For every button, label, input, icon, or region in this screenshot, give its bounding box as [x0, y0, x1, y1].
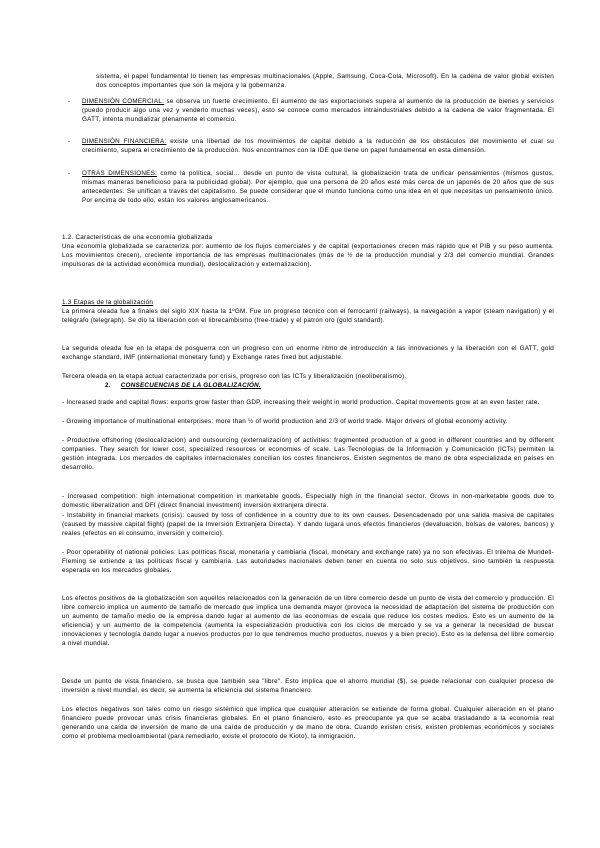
- consequence-item: - Instability in financial markets (crisis): caused by loss of confidence in a country due to its own causes. Desencadenado por una salida masiva de capitales (caused by massive capital flight) (papel de la Inversión Extranjera Directa). Y dando lugara unos efectos financieros (devaluación, bolsas de valores, bancos) y reales (efectos en el consumo, inversión y comercio).: [62, 512, 554, 537]
- bullet-title: DIMENSIÓN COMERCIAL:: [82, 98, 165, 105]
- bullet-title: OTRAS DIMENSIONES:: [82, 170, 158, 177]
- section-1-3-wave-2: La segunda oleada fue en la etapa de posguerra con un progreso con un enorme ritmo de introducción a las innovaciones y la liberación con el GATT, gold exchange standard, IMF (international monetary fund) y Exchange rates fixed but adjustable.: [62, 345, 554, 361]
- bullet-comercial: - DIMENSIÓN COMERCIAL: se observa un fuerte crecimiento. El aumento de las exportaciones supera al aumento de la producción de bienes y servicios (puedo producir algo una vez y venderlo muchas veces), esto se conoce como mercados intraindustriales debido a la cadena de valor fragmentada. El GATT, intenta mundializar plenamente el comercio.: [68, 98, 554, 123]
- consequence-item: - Growing importance of multinational enterprises: more than ½ of world production and 2/3 of world trade. Major drivers of global economy activity.: [62, 418, 508, 425]
- section-1-3-wave-1: La primera oleada fue a finales del siglo XIX hasta la 1ºGM. Fue un progreso técnico con el ferrocarril (railways), la navegación a vapor (steam navigation) y el telégrafo (telegraph). Se dio la liberación con el librecambismo (free-trade) y el patrón oro (gold standard).: [62, 308, 554, 324]
- section-2-heading: 2. CONSECUENCIAS DE LA GLOBALIZACIÓN.: [105, 382, 261, 389]
- section-1-3-title: 1.3 Etapas de la globalización: [62, 299, 154, 306]
- financial-paragraph: Desde un punto de vista financiero, se busca que también sea "libre". Esto implica que el ahorro mundial ($), se puede relacionar con cualquier proceso de inversión a nivel mundial, es decir, se aumenta la eficiencia del sistema financiero.: [62, 678, 554, 694]
- section-1-3-wave-3: Tercera oleada en la etapa actual caracterizada por crisis, progreso con las ICTs y liberalización (neoliberalismo).: [62, 373, 407, 380]
- bullet-financiera: - DIMENSIÓN FINANCIERA: existe una libertad de los movimientos de capital debido a la reducción de los obstáculos del movimiento el cual su crecimiento, supera el crecimiento de la producción. Nos encontramos con la IDE que tiene un papel fundamental en esta dimensión.: [68, 138, 554, 154]
- bullet-otras: - OTRAS DIMENSIONES: como la política, social… desde un punto de vista cultural, la globalización trata de unificar pensamientos (mismos gustos, mismas maneras beneficioso para la publicidad global). Por ejemplo, que una persona de 20 años esté más cerca de un japonés de 20 años que de sus antecedentes. Se unifican a través del capitalismo. Se puede considerar que el mundo funciona como una idea en el que necesitas un pensamiento único. Por encima de todo ello, están los valores anglosamericanos.: [68, 170, 554, 204]
- intro-continuation: sistema, el papel fundamental lo tienen las empresas multinacionales (Apple, Samsung, Coca-Cola, Microsoft). En la cadena de valor global existen dos conceptos importantes que son la mejora y la gobernanza.: [96, 73, 554, 89]
- positive-effects-paragraph: Los efectos positivos de la globalización son aquellos relacionados con la generación de un libre comercio desde un punto de vista del comercio y producción. El libre comercio implica un aumento de tamaño de mercado que implica una demanda mayor (provoca la necesidad de adaptación del sistema de producción con un aumento de tamaño medio de la empresa dando lugar al aumento de las economías de escala que reduce los costes medios. Esto es un aumento de la eficiencia) y un aumento de la competencia (aumenta la especialización productiva con los ciclos de mercado y se va a generar la necesidad de buscar innovaciones y tecnología dando lugar a nuevos productos por lo que tendremos mucho productos, nuevos y a bien precio). Esto es la defensa del libre comercio a nivel mundial.: [62, 595, 554, 647]
- bullet-title: DIMENSIÓN FINANCIERA:: [82, 138, 167, 145]
- consequence-item: - Productive offshoring (deslocalización) and outsourcing (externalización) of activities: fragmented production of a good in different countries and by different companies. They search for lower cost, specialized resources or economies of scale. Las Tecnologías de la Información y Comunicación (ICTs) permiten la gestión integrada. Los mercados de capitales internacionales concilian los costes financieros. Existen segmentos de mano de obra especializada en países en desarrollo.: [62, 437, 554, 471]
- section-1-2-title: 1.2. Características de una economía globalizada: [62, 234, 213, 241]
- bullet-text: como la política, social… desde un punto de vista cultural, la globalización trata de unificar pensamientos (mismos gustos, mismas maneras beneficioso para la publicidad global). Por ejemplo, que una persona de 20 años esté más cerca de un japonés de 20 años que de sus antecedentes. Se unifican a través del capitalismo. Se puede considerar que el mundo funciona como una idea en el que necesitas un pensamiento único. Por encima de todo ello, están los valores anglosamericanos.: [82, 170, 554, 204]
- consequence-item: - Increased competition: high international competition in marketable goods. Especially high in the financial sector. Grows in non-marketable goods due to domestic liberalization and DFI (direct financial investment) inversión extranjera directa.: [62, 493, 554, 509]
- bullet-text: existe una libertad de los movimientos de capital debido a la reducción de los obstáculos del movimiento el cual su crecimiento, supera el crecimiento de la producción. Nos encontramos con la IDE que tiene un papel fundamental en esta dimensión.: [82, 138, 554, 154]
- section-1-2-text: Una economía globalizada se caracteriza por: aumento de los flujos comerciales y de capital (exportaciones crecen más rápido que el PIB y su peso aumenta. Los movimientos crecen), creciente importancia de las empresas multinacionales (más de ½ de la producción mundial y 2/3 del comercio mundial. Grandes impulsoras de la actividad económica mundial), deslocalización y externalización).: [62, 243, 554, 268]
- consequence-item: - Poor operability of national policies: Las políticas fiscal, monetaria y cambiaria (fiscal, monetary and exchange rate) ya no son efectivas. El trilema de Mundell-Fleming se extiende a las políticas fiscal y cambiaria. Las autoridades nacionales deben tener en cuenta no solo sus objetivos, sino también la respuesta esperada en los mercados globales.: [62, 549, 554, 574]
- consequence-item: - Increased trade and capital flows: exports grow faster than GDP, increasing their weight in world production. Capital movements grow at an even faster rate.: [62, 399, 540, 406]
- bullet-text: se observa un fuerte crecimiento. El aumento de las exportaciones supera al aumento de la producción de bienes y servicios (puedo producir algo una vez y venderlo muchas veces), esto se conoce como mercados intraindustriales debido a la cadena de valor fragmentada. El GATT, intenta mundializar plenamente el comercio.: [82, 98, 554, 123]
- negative-effects-paragraph: Los efectos negativos son tales como un riesgo sistémico que implica que cualquier alteración se extiende de forma global. Cualquier alteración en el plano financiero puede provocar unas crisis financieras globales. En el plano financiero, esto es preocupante ya que se acaba trasladando a la economía real generando una caída de inversión de mano de una caída de producción y de mano de obra. Cuando existen crisis, existen problemas económicos y sociales como el problema medioambiental (para remediarlo, existe el protocolo de Kioto), la inmigración.: [62, 706, 554, 740]
